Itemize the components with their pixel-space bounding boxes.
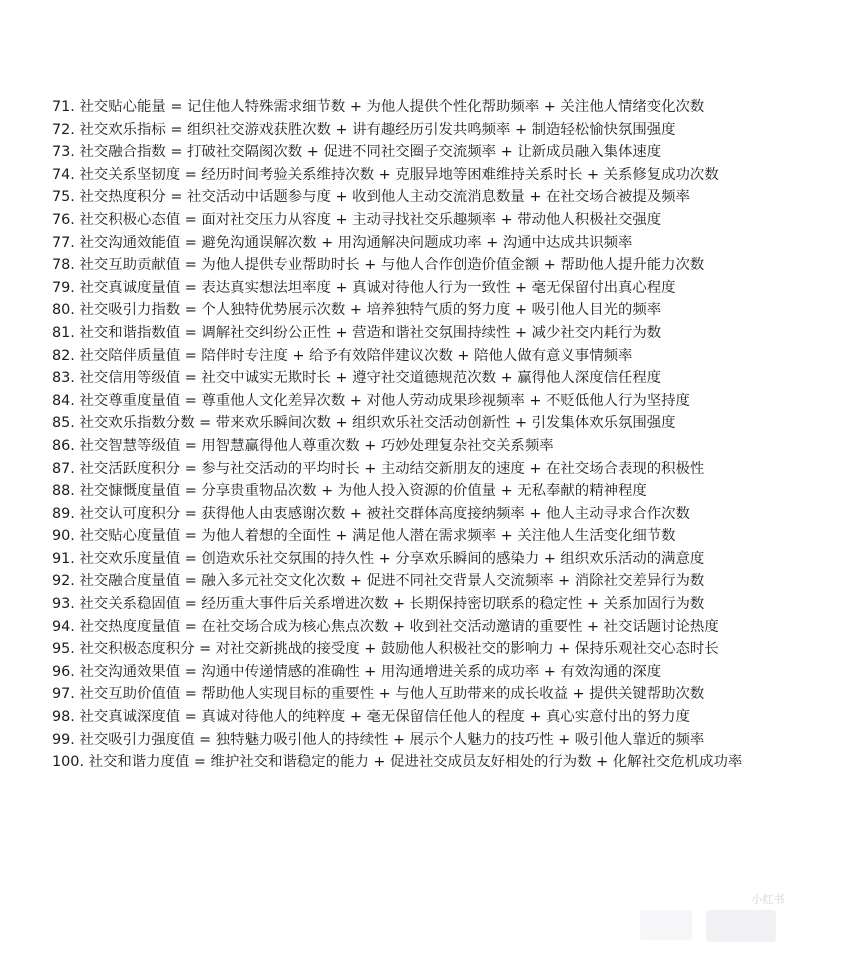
list-item: 96. 社交沟通效果值 = 沟通中传递情感的准确性 + 用沟通增进关系的成功率 + 有效沟通的深度 bbox=[52, 663, 662, 680]
list-item: 84. 社交尊重度量值 = 尊重他人文化差异次数 + 对他人劳动成果珍视频率 + 不贬低他人行为坚持度 bbox=[52, 392, 690, 409]
list-item: 76. 社交积极心态值 = 面对社交压力从容度 + 主动寻找社交乐趣频率 + 带动他人积极社交强度 bbox=[52, 211, 662, 228]
formula-list bbox=[52, 96, 788, 774]
blurred-region bbox=[640, 910, 692, 940]
list-item: 78. 社交互助贡献值 = 为他人提供专业帮助时长 + 与他人合作创造价值金额 + 帮助他人提升能力次数 bbox=[52, 257, 705, 274]
list-item: 92. 社交融合度量值 = 融入多元社交文化次数 + 促进不同社交背景人交流频率 + 消除社交差异行为数 bbox=[52, 573, 705, 590]
list-item: 73. 社交融合指数 = 打破社交隔阂次数 + 促进不同社交圈子交流频率 + 让新成员融入集体速度 bbox=[52, 144, 662, 161]
list-item: 100. 社交和谐力度值 = 维护社交和谐稳定的能力 + 促进社交成员友好相处的行为数 + 化解社交危机成功率 bbox=[52, 754, 743, 771]
list-item: 72. 社交欢乐指标 = 组织社交游戏获胜次数 + 讲有趣经历引发共鸣频率 + 制造轻松愉快氛围强度 bbox=[52, 121, 676, 138]
list-item: 98. 社交真诚深度值 = 真诚对待他人的纯粹度 + 毫无保留信任他人的程度 + 真心实意付出的努力度 bbox=[52, 709, 690, 726]
list-item: 77. 社交沟通效能值 = 避免沟通误解次数 + 用沟通解决问题成功率 + 沟通中达成共识频率 bbox=[52, 234, 633, 251]
list-item: 74. 社交关系坚韧度 = 经历时间考验关系维持次数 + 克服异地等困难维持关系时长 + 关系修复成功次数 bbox=[52, 166, 719, 183]
list-item: 85. 社交欢乐指数分数 = 带来欢乐瞬间次数 + 组织欢乐社交活动创新性 + 引发集体欢乐氛围强度 bbox=[52, 415, 676, 432]
list-item: 91. 社交欢乐度量值 = 创造欢乐社交氛围的持久性 + 分享欢乐瞬间的感染力 + 组织欢乐活动的满意度 bbox=[52, 550, 705, 567]
list-item: 71. 社交贴心能量 = 记住他人特殊需求细节数 + 为他人提供个性化帮助频率 + 关注他人情绪变化次数 bbox=[52, 99, 705, 115]
list-item: 83. 社交信用等级值 = 社交中诚实无欺时长 + 遵守社交道德规范次数 + 赢得他人深度信任程度 bbox=[52, 370, 662, 387]
watermark-logo: 小红书 bbox=[751, 893, 785, 906]
list-item: 79. 社交真诚度量值 = 表达真实想法坦率度 + 真诚对待他人行为一致性 + 毫无保留付出真心程度 bbox=[52, 279, 676, 296]
list-item: 93. 社交关系稳固值 = 经历重大事件后关系增进次数 + 长期保持密切联系的稳定性 + 关系加固行为数 bbox=[52, 596, 705, 613]
blurred-region bbox=[706, 910, 776, 942]
list-item: 90. 社交贴心度量值 = 为他人着想的全面性 + 满足他人潜在需求频率 + 关注他人生活变化细节数 bbox=[52, 528, 676, 545]
list-item: 80. 社交吸引力指数 = 个人独特优势展示次数 + 培养独特气质的努力度 + 吸引他人目光的频率 bbox=[52, 302, 662, 319]
list-item: 87. 社交活跃度积分 = 参与社交活动的平均时长 + 主动结交新朋友的速度 + 在社交场合表现的积极性 bbox=[52, 460, 705, 477]
list-item: 86. 社交智慧等级值 = 用智慧赢得他人尊重次数 + 巧妙处理复杂社交关系频率 bbox=[52, 437, 554, 454]
list-item: 81. 社交和谐指数值 = 调解社交纠纷公正性 + 营造和谐社交氛围持续性 + 减少社交内耗行为数 bbox=[52, 324, 662, 341]
list-item: 95. 社交积极态度积分 = 对社交新挑战的接受度 + 鼓励他人积极社交的影响力 + 保持乐观社交心态时长 bbox=[52, 641, 719, 658]
list-item: 97. 社交互助价值值 = 帮助他人实现目标的重要性 + 与他人互助带来的成长收益 + 提供关键帮助次数 bbox=[52, 686, 705, 703]
list-item: 88. 社交慷慨度量值 = 分享贵重物品次数 + 为他人投入资源的价值量 + 无私奉献的精神程度 bbox=[52, 483, 647, 500]
list-item: 82. 社交陪伴质量值 = 陪伴时专注度 + 给予有效陪伴建议次数 + 陪他人做有意义事情频率 bbox=[52, 347, 633, 364]
list-item: 94. 社交热度度量值 = 在社交场合成为核心焦点次数 + 收到社交活动邀请的重要性 + 社交话题讨论热度 bbox=[52, 618, 719, 635]
list-item: 89. 社交认可度积分 = 获得他人由衷感谢次数 + 被社交群体高度接纳频率 + 他人主动寻求合作次数 bbox=[52, 505, 690, 522]
list-item: 75. 社交热度积分 = 社交活动中话题参与度 + 收到他人主动交流消息数量 + 在社交场合被提及频率 bbox=[52, 189, 690, 206]
list-item: 99. 社交吸引力强度值 = 独特魅力吸引他人的持续性 + 展示个人魅力的技巧性 + 吸引他人靠近的频率 bbox=[52, 731, 705, 748]
